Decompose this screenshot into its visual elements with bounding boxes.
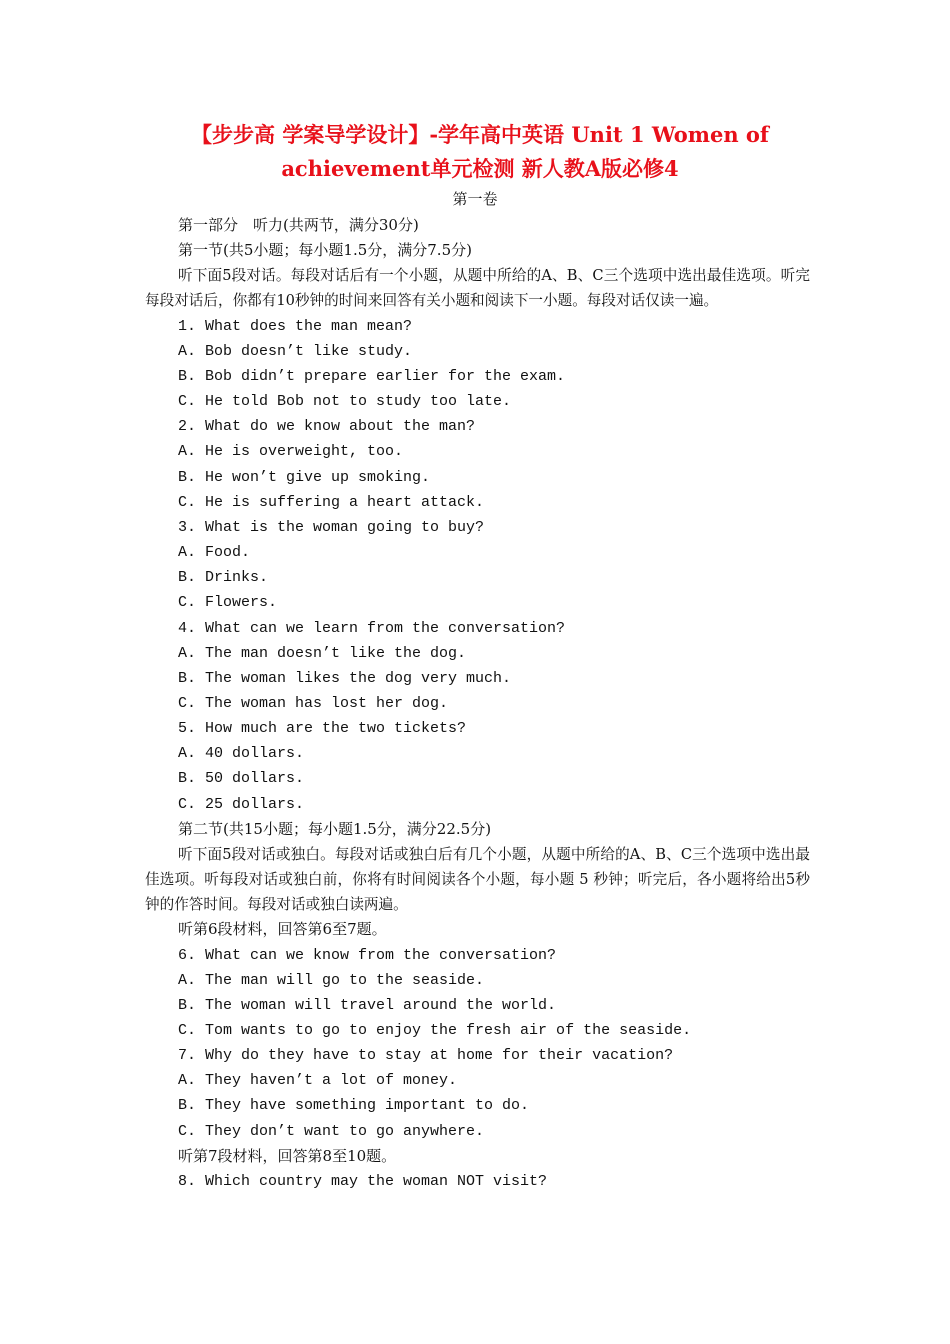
option-6a: A. The man will go to the seaside. [178, 971, 485, 989]
option-5a: A. 40 dollars. [178, 745, 305, 763]
question-5: 5. How much are the two tickets? [178, 720, 467, 738]
document-body [145, 213, 810, 1194]
question-6: 6. What can we know from the conversation? [178, 946, 557, 964]
option-2c: C. He is suffering a heart attack. [178, 493, 485, 511]
option-1c: C. He told Bob not to study too late. [178, 393, 512, 411]
option-1a: A. Bob doesn’t like study. [178, 342, 413, 360]
option-1b: B. Bob didn’t prepare earlier for the exam. [178, 367, 566, 385]
volume-heading: 第一卷 [452, 190, 498, 208]
option-6c: C. Tom wants to go to enjoy the fresh air of the seaside. [178, 1022, 692, 1039]
option-4b: B. The woman likes the dog very much. [178, 669, 512, 687]
option-2a: A. He is overweight, too. [178, 443, 404, 461]
question-3: 3. What is the woman going to buy? [178, 518, 485, 536]
document-title-line-2: achievement单元检测 新人教A版必修4 [281, 156, 679, 181]
option-3c: C. Flowers. [178, 594, 278, 612]
question-7: 7. Why do they have to stay at home for their vacation? [178, 1047, 674, 1065]
question-2: 2. What do we know about the man? [178, 418, 476, 436]
option-7b: B. They have something important to do. [178, 1097, 530, 1115]
option-3a: A. Food. [178, 544, 251, 562]
section-2-instructions: 听下面5段对话或独白。每段对话或独白后有几个小题，从题中所给的A、B、C三个选项中选出最佳选项。听每段对话或独白前，你将有时间阅读各个小题，每小题 5 秒钟；听完后，各小题将给出5秒钟的作答时间。每段对话或独白读两遍。 [145, 845, 810, 914]
option-7c: C. They don’t want to go anywhere. [178, 1122, 485, 1140]
part-heading: 第一部分 听力(共两节，满分30分) [178, 216, 419, 234]
option-4c: C. The woman has lost her dog. [178, 694, 449, 712]
option-3b: B. Drinks. [178, 569, 269, 587]
section-2-heading: 第二节(共15小题；每小题1.5分，满分22.5分) [178, 819, 492, 838]
option-5b: B. 50 dollars. [178, 770, 305, 788]
option-4a: A. The man doesn’t like the dog. [178, 644, 467, 662]
document-title-line-1: 【步步高 学案导学设计】-学年高中英语 Unit 1 Women of [191, 122, 769, 147]
option-7a: A. They haven’t a lot of money. [178, 1072, 458, 1090]
section-1-heading: 第一节(共5小题；每小题1.5分，满分7.5分) [178, 241, 472, 260]
material-6-note: 听第6段材料，回答第6至7题。 [178, 920, 387, 939]
question-8: 8. Which country may the woman NOT visit? [178, 1172, 548, 1190]
section-1-instructions: 听下面5段对话。每段对话后有一个小题，从题中所给的A、B、C三个选项中选出最佳选项。听完每段对话后，你都有10秒钟的时间来回答有关小题和阅读下一小题。每段对话仅读一遍。 [145, 267, 810, 310]
option-2b: B. He won’t give up smoking. [178, 468, 431, 486]
option-5c: C. 25 dollars. [178, 795, 305, 813]
material-7-note: 听第7段材料，回答第8至10题。 [178, 1146, 397, 1165]
question-4: 4. What can we learn from the conversation? [178, 619, 566, 637]
option-6b: B. The woman will travel around the world. [178, 996, 557, 1014]
question-1: 1. What does the man mean? [178, 317, 413, 335]
